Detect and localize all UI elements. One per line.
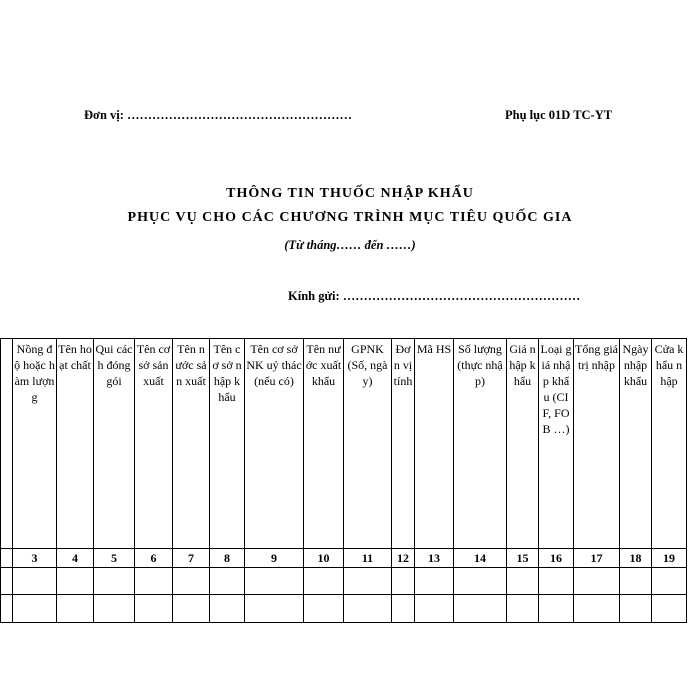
table-cell[interactable] <box>652 595 687 623</box>
table-cell[interactable] <box>304 595 344 623</box>
table-cell[interactable] <box>1 568 13 595</box>
appendix-label: Phụ lục 01D TC-YT <box>505 108 613 122</box>
table-cell[interactable] <box>245 568 304 595</box>
column-header: GPNK (Số, ngày) <box>344 339 392 549</box>
column-header: Qui cách đóng gói <box>94 339 135 549</box>
table-cell[interactable] <box>415 568 454 595</box>
column-header: Giá nhập khẩu <box>507 339 539 549</box>
table-cell[interactable] <box>57 595 94 623</box>
column-number: 16 <box>539 549 574 568</box>
column-header: Nồng độ hoặc hàm lượng <box>13 339 57 549</box>
table-row <box>1 595 687 623</box>
table-cell[interactable] <box>135 595 173 623</box>
table-cell[interactable] <box>1 595 13 623</box>
table-cell[interactable] <box>507 595 539 623</box>
column-header: Ngày nhập khẩu <box>620 339 652 549</box>
table-cell[interactable] <box>454 595 507 623</box>
table-cell[interactable] <box>574 595 620 623</box>
column-header <box>1 339 13 549</box>
column-header: Tên nước xuất khẩu <box>304 339 344 549</box>
table-cell[interactable] <box>304 568 344 595</box>
table-cell[interactable] <box>415 595 454 623</box>
column-header: Số lượng (thực nhập) <box>454 339 507 549</box>
table-cell[interactable] <box>539 595 574 623</box>
table-cell[interactable] <box>652 568 687 595</box>
table-cell[interactable] <box>507 568 539 595</box>
table-cell[interactable] <box>210 568 245 595</box>
import-table <box>0 338 687 623</box>
column-header: Đơn vị tính <box>392 339 415 549</box>
table-cell[interactable] <box>344 568 392 595</box>
column-number: 6 <box>135 549 173 568</box>
column-number: 8 <box>210 549 245 568</box>
column-number: 11 <box>344 549 392 568</box>
column-number: 12 <box>392 549 415 568</box>
table-cell[interactable] <box>574 568 620 595</box>
table-row <box>1 568 687 595</box>
header-row <box>1 339 687 549</box>
column-number: 17 <box>574 549 620 568</box>
table-cell[interactable] <box>135 568 173 595</box>
table-cell[interactable] <box>13 595 57 623</box>
table-cell[interactable] <box>454 568 507 595</box>
table-cell[interactable] <box>539 568 574 595</box>
column-number: 7 <box>173 549 210 568</box>
column-header: Loại giá nhập khẩu (CIF, FOB …) <box>539 339 574 549</box>
document-title: THÔNG TIN THUỐC NHẬP KHẨU <box>226 186 474 201</box>
table-cell[interactable] <box>173 595 210 623</box>
column-number-row <box>1 549 687 568</box>
column-number: 4 <box>57 549 94 568</box>
column-number: 15 <box>507 549 539 568</box>
table-cell[interactable] <box>620 568 652 595</box>
table-cell[interactable] <box>173 568 210 595</box>
column-number: 18 <box>620 549 652 568</box>
table-cell[interactable] <box>13 568 57 595</box>
table-cell[interactable] <box>57 568 94 595</box>
table-cell[interactable] <box>344 595 392 623</box>
column-header: Tên cơ sở nhập khẩu <box>210 339 245 549</box>
column-header: Tổng giá trị nhập <box>574 339 620 549</box>
column-header: Cửa khẩu nhập <box>652 339 687 549</box>
column-number: 5 <box>94 549 135 568</box>
column-number: 3 <box>13 549 57 568</box>
column-header: Tên nước sản xuất <box>173 339 210 549</box>
unit-label: Đơn vị: ……………………………………………… <box>84 108 353 122</box>
table-cell[interactable] <box>94 568 135 595</box>
column-number: 9 <box>245 549 304 568</box>
recipient-label: Kính gửi: ………………………………………………… <box>288 289 581 303</box>
column-header: Tên cơ sở sản xuất <box>135 339 173 549</box>
column-number <box>1 549 13 568</box>
column-header: Tên hoạt chất <box>57 339 94 549</box>
column-number: 14 <box>454 549 507 568</box>
table-cell[interactable] <box>620 595 652 623</box>
table-cell[interactable] <box>392 595 415 623</box>
period-label: (Từ tháng…… đến ……) <box>284 238 416 252</box>
document-subtitle: PHỤC VỤ CHO CÁC CHƯƠNG TRÌNH MỤC TIÊU QUỐC GIA <box>127 210 573 225</box>
column-header: Tên cơ sở NK uỷ thác (nếu có) <box>245 339 304 549</box>
table-cell[interactable] <box>210 595 245 623</box>
column-number: 19 <box>652 549 687 568</box>
table-cell[interactable] <box>392 568 415 595</box>
column-number: 13 <box>415 549 454 568</box>
table-cell[interactable] <box>245 595 304 623</box>
column-header: Mã HS <box>415 339 454 549</box>
column-number: 10 <box>304 549 344 568</box>
table-cell[interactable] <box>94 595 135 623</box>
